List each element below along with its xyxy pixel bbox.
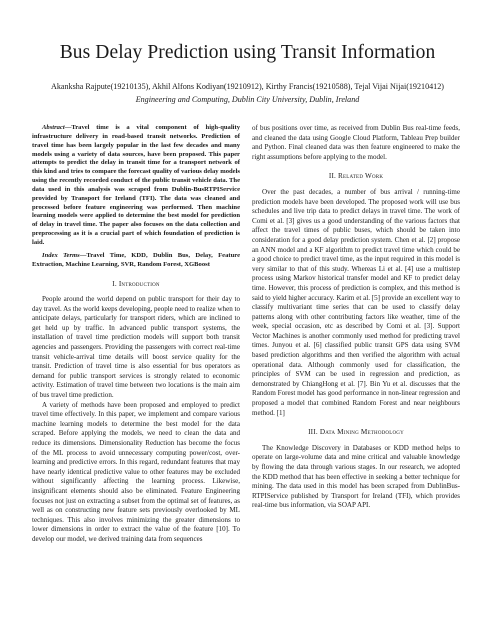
paper-title: Bus Delay Prediction using Transit Information bbox=[59, 42, 436, 63]
related-work-paragraph: Over the past decades, a number of bus arrival / running-time prediction models have been developed. The proposed work will use bus schedules and live trip data to predict delays in travel time. The work of Comi et al. [3] gives us a good understanding of the various factors that affect the travel times of public buses, which should be taken into consideration for a good delay prediction system. Chen et al. [2] propose an ANN model and a KF algorithm to predict travel time which could be a good choice to predict travel time, as the input required in this model is very similar to that of this study. Whereas Li et al. [4] use a multistep process using Markov historical transfer model and KF to predict delay time. However, this process of prediction is complex, and this method is said to yield higher accuracy. Karim et al. [5] provide an excellent way to classify multivariant time series that can be used to classify delay patterns along with other contributing factors like weather, time of the week, special occasion, etc as described by Comi et al. [3]. Support Vector Machines is another commonly used method for predicting travel times. Junyou et al. [6] classified public transit GPS data using SVM based prediction algorithms and then verified the algorithm with actual operational data. Although commonly used for classification, the principles of SVM can be used in regression and prediction, as demonstrated by ChiangHong et al. [7]. Bin Yu et al. discusses that the Random Forest model has good performance in non-linear regression and proposed a model that combined Random Forest and near neighbours method. [1] bbox=[252, 187, 460, 417]
index-terms-text: —Travel Time, KDD, Dublin Bus, Delay, Feature Extraction, Machine Learning, SVR, Random Forest, XGBoost bbox=[32, 251, 240, 268]
data-mining-paragraph: The Knowledge Discovery in Databases or KDD method helps to operate on large-volume data and mine critical and valuable knowledge by flowing the data through various stages. In our research, we adopted the KDD method that has been effective in seeking a better technique for mining. The data used in this model has been scraped from DublinBus-RTPIService published by Transport for Ireland (TFI), which provides real-time bus information, via SOAP API. bbox=[252, 443, 460, 510]
author-list: Akanksha Rajpute(19210135), Akhil Alfons Kodiyan(19210912), Kirthy Francis(19210588), Tejal Vijai Nijai(19210412) bbox=[51, 82, 444, 91]
intro-paragraph-continued: of bus positions over time, as received from Dublin Bus real-time feeds, and cleaned the data using Google Cloud Platform, Tableau Prep builder and Python. Final cleaned data was then feature engineered to make the right assumptions before applying to the model. bbox=[252, 124, 460, 161]
index-terms bbox=[32, 252, 240, 270]
right-column bbox=[252, 124, 460, 511]
abstract bbox=[32, 124, 240, 248]
section-heading-introduction: I. Introduction bbox=[112, 279, 160, 288]
intro-paragraph: People around the world depend on public transport for their day to day travel. As the world keeps developing, people need to realize when to anticipate delays, particularly for transport riders, which are inclined to get held up by traffic. In advanced public transport systems, the installation of travel time prediction models will support both transit agencies and passengers. Providing the passengers with correct real-time transit vehicle-arrival time details will boost service quality for the transit. Prediction of travel time is also essential for bus operators as demand for public transport services is strongly related to economic activity. Estimation of travel time between two locations is the main aim of bus travel time prediction. bbox=[32, 295, 240, 400]
section-heading-data-mining: III. Data Mining Methodology bbox=[308, 428, 404, 437]
section-heading-related-work: II. Related Work bbox=[328, 172, 384, 181]
left-column bbox=[32, 124, 240, 545]
intro-paragraph: A variety of methods have been proposed and employed to predict travel time effectively. In this paper, we implement and compare various machine learning models to determine the best model for the data scraped. Before applying the models, we need to clean the data and reduce its dimensions. Dimensionality Reduction has become the focus of the ML process to avoid unnecessary computing power/cost, over-learning and predictive errors. In this regard, redundant features that may have nearly identical predictive value to other features may be excluded without significantly affecting the learning process. Likewise, insignificant elements should also be eliminated. Feature Engineering focuses not just on extracting a subset from the optimal set of features, as well as on constructing new feature sets previously overlooked by ML techniques. This also involves minimizing the greater dimensions to lower dimensions in order to extract the value of the feature [10]. To develop our model, we derived training data from sequences bbox=[32, 400, 240, 543]
affiliation: Engineering and Computing, Dublin City University, Dublin, Ireland bbox=[135, 95, 360, 104]
abstract-label: Abstract bbox=[42, 124, 65, 131]
index-terms-label: Index Terms bbox=[42, 251, 80, 259]
abstract-text: —Travel time is a vital component of high-quality infrastructure delivery in road-based transit networks. Prediction of travel time has been largely popular in the last few decades and many models using a variety of data sources, have been proposed. This paper attempts to predict the delay in transit time for a transport network of this kind and tries to compare the forecast quality of various delay models using the recently recorded conduct of the public transit vehicle data. The data used in this analysis was scraped from Dublin-BusRTPIService provided by Transport for Ireland (TFI). The data was cleaned and processed before feature engineering was performed. Then machine learning models were applied to determine the best model for prediction of delay in travel time. The paper also focuses on the data collection and preprocessing as it is a crucial part of which foundation of prediction is laid. bbox=[32, 124, 240, 246]
